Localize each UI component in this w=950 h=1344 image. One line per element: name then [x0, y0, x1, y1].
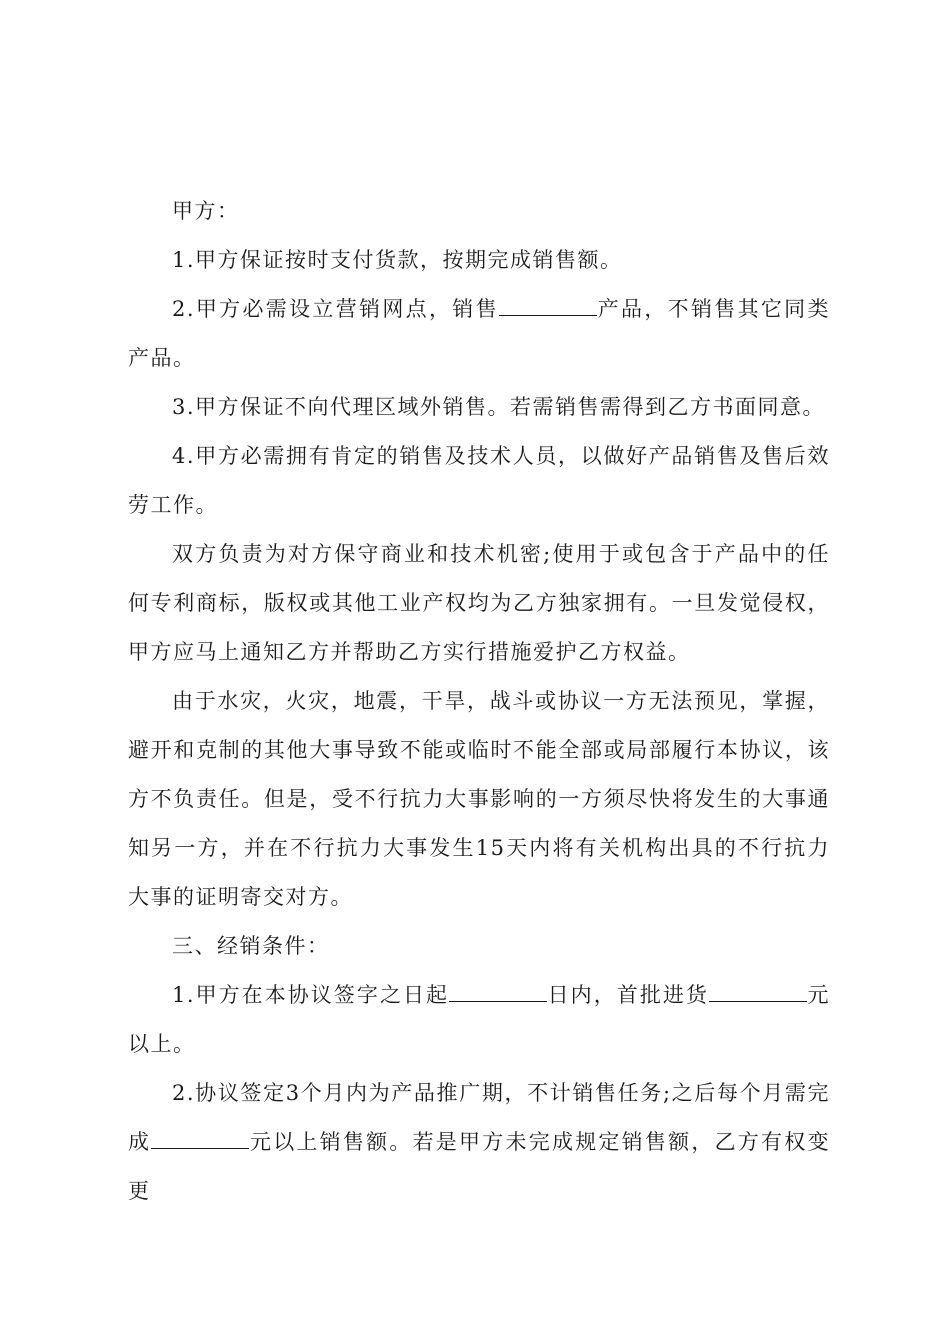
paragraph-clause-3: 3.甲方保证不向代理区域外销售。若需销售需得到乙方书面同意。 — [172, 395, 826, 419]
paragraph-force-majeure: 由于水灾，火灾，地震，干旱，战斗或协议一方无法预见，掌握，避开和克制的其他大事导致不能或临时不能全部或局部履行本协议，该方不负责任。但是，受不行抗力大事影响的一方须尽快将发生的大事通知另一方，并在不行抗力大事发生15天内将有关机构出具的不行抗力大事的证明寄交对方。 — [128, 689, 830, 909]
paragraph-section-3-heading: 三、经销条件： — [172, 934, 330, 958]
paragraph-confidentiality: 双方负责为对方保守商业和技术机密;使用于或包含于产品中的任何专利商标，版权或其他工业产权均为乙方独家拥有。一旦发觉侵权，甲方应马上通知乙方并帮助乙方实行措施爱护乙方权益。 — [128, 542, 830, 664]
fill-in-blank-first-order-amount — [709, 979, 807, 1002]
fill-in-blank-product — [499, 293, 597, 316]
document-body — [128, 187, 830, 1216]
paragraph-party-a-heading: 甲方： — [172, 199, 240, 223]
paragraph-clause-2: 2.甲方必需设立营销网点，销售 产品，不销售其它同类产品。 — [128, 285, 830, 383]
paragraph-condition-2: 2.协议签定3个月内为产品推广期，不计销售任务;之后每个月需完成 元以上销售额。若是甲方未完成规定销售额，乙方有权变更 — [128, 1081, 831, 1203]
paragraph-condition-1: 1.甲方在本协议签字之日起 日内，首批进货 元以上。 — [128, 971, 830, 1069]
paragraph-clause-4: 4.甲方必需拥有肯定的销售及技术人员，以做好产品销售及售后效劳工作。 — [128, 444, 830, 517]
fill-in-blank-monthly-sales — [151, 1126, 249, 1149]
fill-in-blank-days — [449, 979, 547, 1002]
paragraph-clause-1: 1.甲方保证按时支付货款，按期完成销售额。 — [172, 248, 623, 272]
